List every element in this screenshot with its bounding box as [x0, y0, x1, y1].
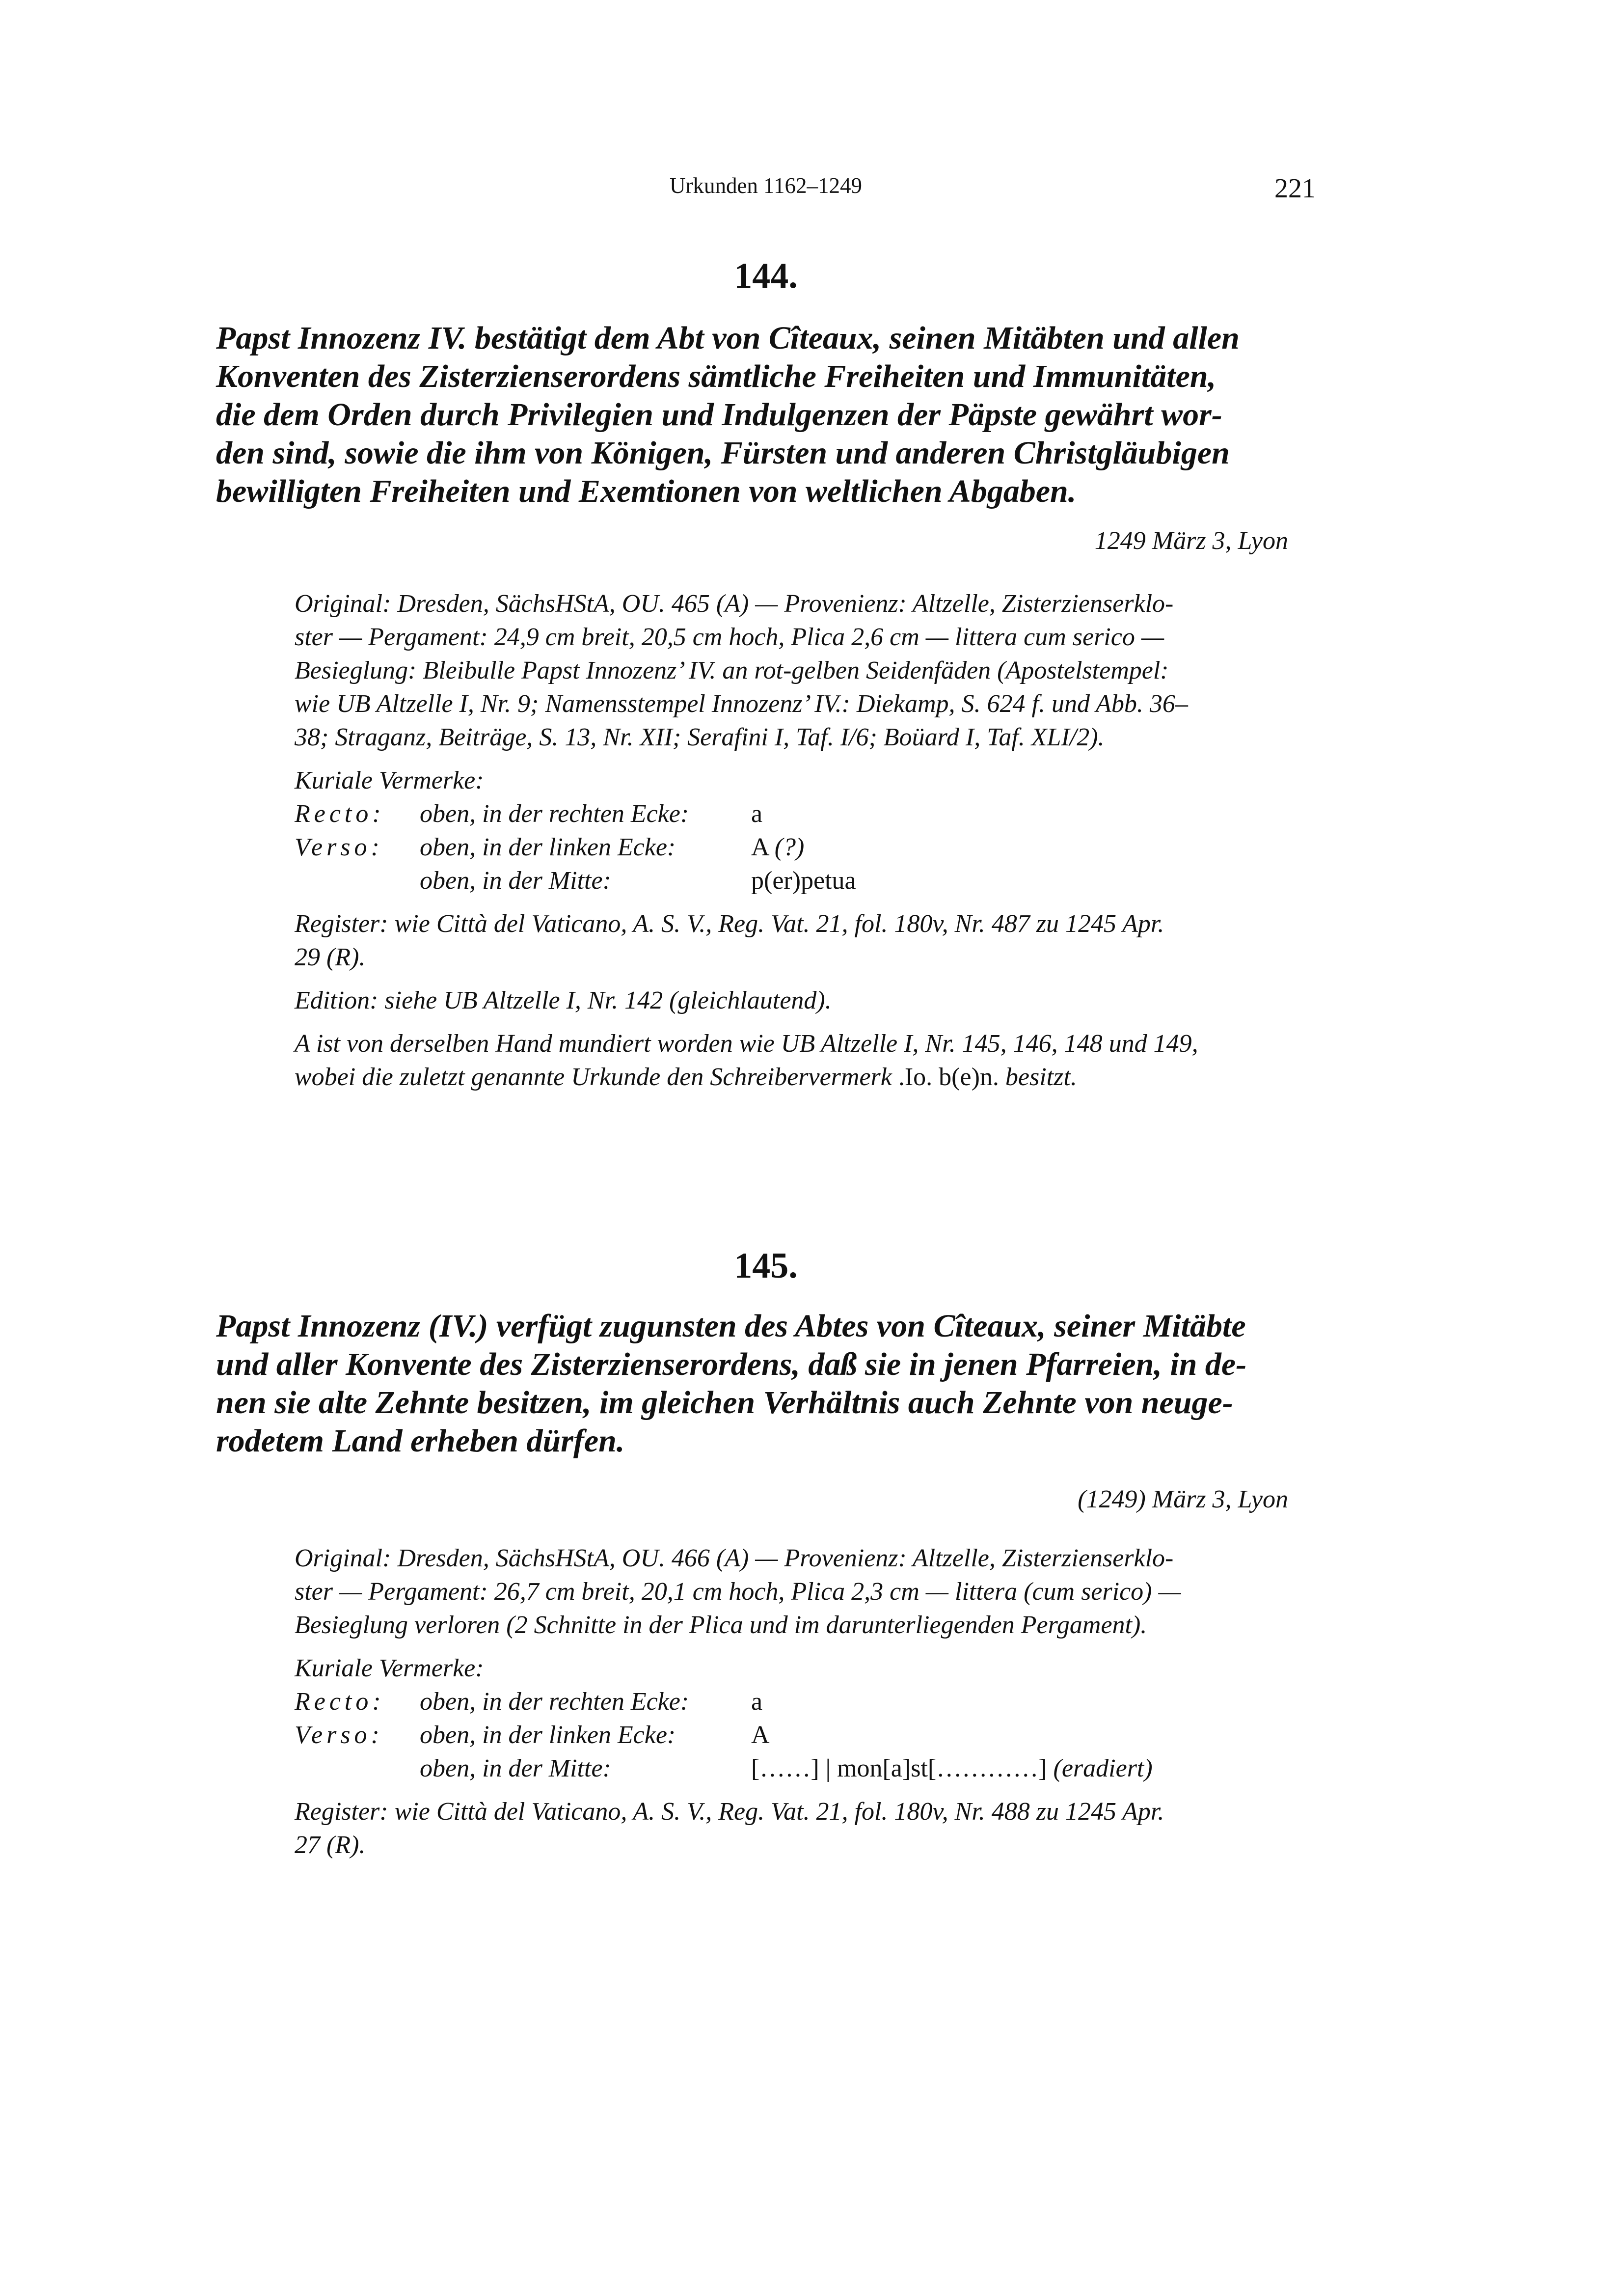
vermerk-label: Verso:	[295, 1721, 383, 1749]
vermerk-mark: A	[751, 1721, 770, 1749]
scribe-mark: .Io. b(e)n.	[898, 1063, 999, 1091]
page-header	[216, 173, 1316, 212]
document-number-144: 144.	[734, 256, 798, 296]
regest-line: Konventen des Zisterzienserordens sämtliche Freiheiten und Immunitäten,	[216, 358, 1216, 394]
regest-line: und aller Konvente des Zisterzienserordens, daß sie in jenen Pfarreien, in de-	[216, 1346, 1247, 1382]
hand-remark: A ist von derselben Hand mundiert worden wie UB Altzelle I, Nr. 145, 146, 148 und 149, wobei die zuletzt genannte Urkunde den Schreibervermerk .Io. b(e)n. besitzt.	[295, 1030, 1198, 1091]
vermerke-heading: Kuriale Vermerke:	[295, 1654, 484, 1682]
regest-145	[216, 1307, 1316, 1460]
vermerk-label: Recto:	[295, 800, 385, 828]
vermerk-mark: [……] | mon[a]st[…………] (eradiert)	[751, 1754, 1153, 1782]
page-number: 221	[1274, 173, 1316, 204]
vermerk-mark: a	[751, 800, 763, 828]
vermerk-mark: A (?)	[751, 833, 805, 861]
vermerk-location: oben, in der Mitte:	[420, 1754, 611, 1782]
regest-line: rodetem Land erheben dürfen.	[216, 1423, 625, 1459]
edition-note: Edition: siehe UB Altzelle I, Nr. 142 (gleichlautend).	[295, 986, 832, 1014]
vermerk-location: oben, in der linken Ecke:	[420, 833, 676, 861]
vermerk-mark: a	[751, 1688, 763, 1716]
vermerk-location: oben, in der linken Ecke:	[420, 1721, 676, 1749]
regest-line: den sind, sowie die ihm von Königen, Fürsten und anderen Christgläubigen	[216, 435, 1230, 471]
vermerk-location: oben, in der rechten Ecke:	[420, 800, 689, 828]
vermerk-location: oben, in der rechten Ecke:	[420, 1688, 689, 1716]
document-number-145: 145.	[734, 1246, 798, 1286]
vermerk-label: Verso:	[295, 833, 383, 861]
vermerke-heading: Kuriale Vermerke:	[295, 766, 484, 794]
dating-145: (1249) März 3, Lyon	[1078, 1485, 1288, 1513]
vermerk-row	[295, 797, 1316, 831]
regest-144	[216, 319, 1316, 511]
vermerk-note: (?)	[774, 833, 805, 861]
regest-line: nen sie alte Zehnte besitzen, im gleichen Verhältnis auch Zehnte von neuge-	[216, 1385, 1233, 1421]
regest-line: Papst Innozenz IV. bestätigt dem Abt von Cîteaux, seinen Mitäbten und allen	[216, 320, 1240, 356]
vermerk-location: oben, in der Mitte:	[420, 867, 611, 895]
kuriale-vermerke	[295, 764, 1316, 898]
kuriale-vermerke	[295, 1652, 1316, 1785]
original-description: Original: Dresden, SächsHStA, OU. 466 (A) — Provenienz: Altzelle, Zisterzienserklo- ster — Pergament: 26,7 cm breit, 20,1 cm hoch, Plica 2,3 cm — littera (cum serico) — Besieglung verloren (2 Schnitte in der Plica und im darunterliegenden Pergament).	[295, 1544, 1181, 1639]
regest-line: die dem Orden durch Privilegien und Indulgenzen der Päpste gewährt wor-	[216, 397, 1222, 433]
vermerk-mark: p(er)petua	[751, 867, 856, 895]
vermerk-label: Recto:	[295, 1688, 385, 1716]
vermerk-row	[295, 1719, 1316, 1752]
vermerk-note: (eradiert)	[1053, 1754, 1153, 1782]
vermerk-row	[295, 864, 1316, 898]
vermerk-row	[295, 831, 1316, 864]
regest-line: Papst Innozenz (IV.) verfügt zugunsten des Abtes von Cîteaux, seiner Mitäbte	[216, 1308, 1246, 1344]
dating-144: 1249 März 3, Lyon	[1094, 527, 1288, 555]
original-description: Original: Dresden, SächsHStA, OU. 465 (A) — Provenienz: Altzelle, Zisterzienserklo- ster — Pergament: 24,9 cm breit, 20,5 cm hoch, Plica 2,6 cm — littera cum serico — Besieglung: Bleibulle Papst Innozenz’ IV. an rot-gelben Seidenfäden (Apostelstempel: wie UB Altzelle I, Nr. 9; Namensstempel Innozenz’ IV.: Diekamp, S. 624 f. und Abb. 36– 38; Straganz, Beiträge, S. 13, Nr. XII; Serafini I, Taf. I/6; Boüard I, Taf. XLI/2).	[295, 590, 1188, 751]
vermerk-row	[295, 1752, 1316, 1785]
vermerk-row	[295, 1685, 1316, 1719]
register-note: Register: wie Città del Vaticano, A. S. V., Reg. Vat. 21, fol. 180v, Nr. 487 zu 1245 Apr. 29 (R).	[295, 910, 1164, 971]
apparatus-144	[295, 587, 1316, 1094]
register-note: Register: wie Città del Vaticano, A. S. V., Reg. Vat. 21, fol. 180v, Nr. 488 zu 1245 Apr. 27 (R).	[295, 1798, 1164, 1859]
regest-line: bewilligten Freiheiten und Exemtionen von weltlichen Abgaben.	[216, 473, 1077, 509]
running-head: Urkunden 1162–1249	[669, 173, 863, 198]
apparatus-145	[295, 1542, 1316, 1862]
